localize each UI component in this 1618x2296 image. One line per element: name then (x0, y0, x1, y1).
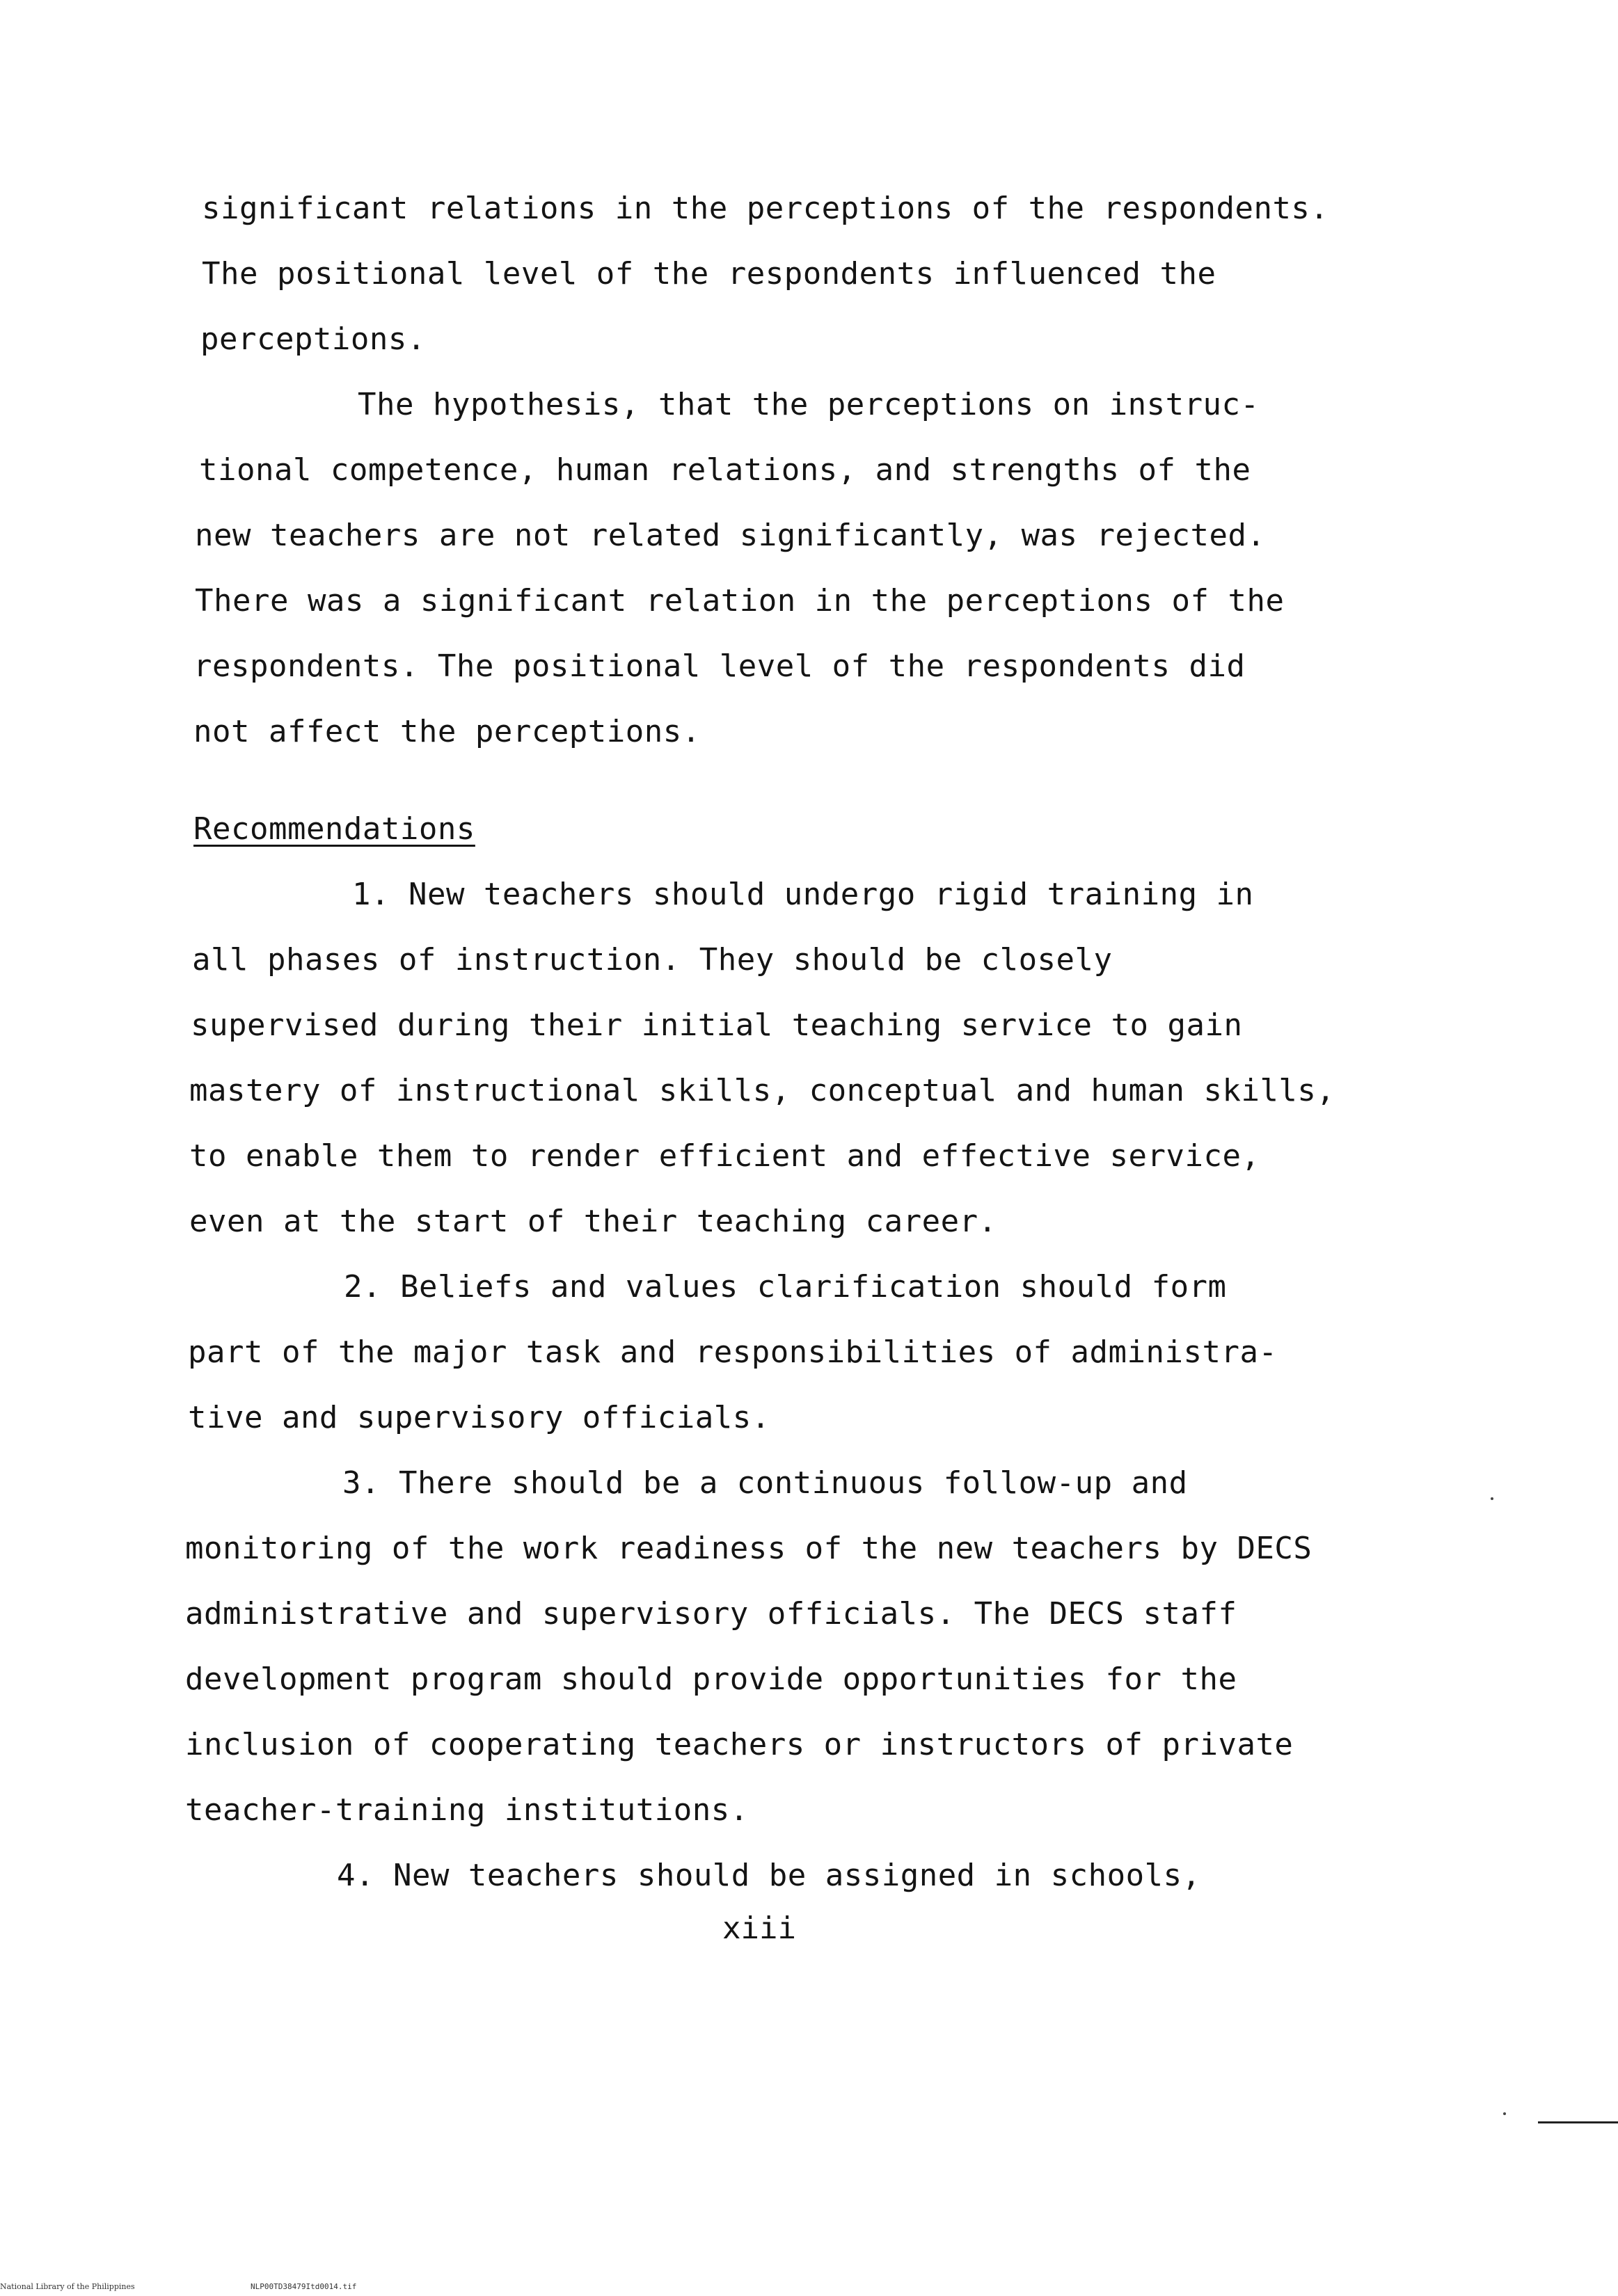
section-heading: Recommendations (193, 811, 475, 847)
text-line: teacher-training institutions. (185, 1792, 749, 1828)
text-line: not affect the perceptions. (193, 714, 701, 749)
scan-artifact-dot (1503, 2112, 1506, 2115)
text-line: The hypothesis, that the perceptions on instruc- (358, 387, 1260, 422)
text-line: all phases of instruction. They should be closely (192, 942, 1113, 978)
text-line: tional competence, human relations, and strengths of the (199, 452, 1251, 488)
text-line: respondents. The positional level of the respondents did (193, 648, 1246, 684)
text-line: 2. Beliefs and values clarification should form (344, 1269, 1227, 1305)
text-line: The positional level of the respondents influenced the (202, 256, 1216, 292)
text-line: mastery of instructional skills, conceptual and human skills, (189, 1073, 1335, 1108)
text-line: perceptions. (200, 321, 426, 357)
text-line: supervised during their initial teaching service to gain (191, 1007, 1243, 1043)
text-line: tive and supervisory officials. (188, 1400, 770, 1435)
page-number: xiii (722, 1911, 796, 1946)
footer-filename: NLP00TD38479Itd0014.tif (251, 2282, 357, 2291)
scan-artifact-line (1538, 2121, 1618, 2123)
text-line: 4. New teachers should be assigned in schools, (337, 1858, 1201, 1893)
text-line: monitoring of the work readiness of the new teachers by DECS (185, 1531, 1312, 1566)
text-line: part of the major task and responsibilities of administra- (188, 1334, 1278, 1370)
footer-credit: National Library of the Philippines (0, 2282, 135, 2291)
text-line: inclusion of cooperating teachers or instructors of private (185, 1727, 1294, 1762)
scan-artifact-dot (1491, 1497, 1493, 1500)
text-line: new teachers are not related significantly, was rejected. (195, 518, 1266, 553)
text-line: administrative and supervisory officials. The DECS staff (185, 1596, 1237, 1632)
text-line: even at the start of their teaching career. (189, 1204, 997, 1239)
text-line: 3. There should be a continuous follow-up and (342, 1465, 1188, 1501)
text-line: development program should provide opportunities for the (185, 1661, 1237, 1697)
text-line: 1. New teachers should undergo rigid training in (352, 877, 1254, 912)
text-line: significant relations in the perceptions of the respondents. (202, 191, 1329, 226)
text-line: There was a significant relation in the perceptions of the (195, 583, 1285, 619)
text-line: to enable them to render efficient and effective service, (189, 1138, 1260, 1174)
